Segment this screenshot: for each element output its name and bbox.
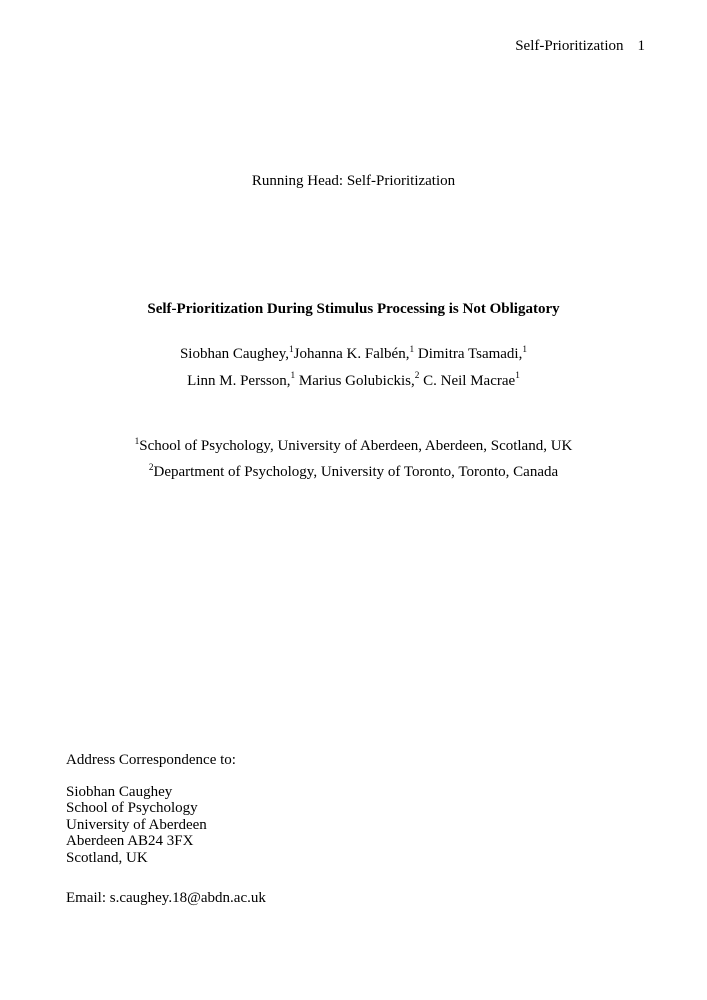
affiliation-text: School of Psychology, University of Aberdeen, Aberdeen, Scotland, UK: [139, 438, 573, 454]
author-list: [0, 341, 707, 394]
address-line: Siobhan Caughey: [66, 784, 173, 800]
header-page-number: 1: [637, 38, 645, 54]
affiliation-superscript: 1: [515, 371, 520, 382]
address-line: University of Aberdeen: [66, 816, 207, 833]
author-name: C. Neil Macrae: [419, 372, 516, 389]
correspondence-email: Email: s.caughey.18@abdn.ac.uk: [66, 890, 266, 906]
author-name: Marius Golubickis,: [295, 372, 415, 389]
correspondence-address: [66, 784, 207, 866]
affiliation-superscript: 2: [414, 371, 420, 382]
affiliation-list: [0, 433, 707, 485]
correspondence-heading: Address Correspondence to:: [66, 752, 236, 768]
author-line-2: [0, 368, 707, 395]
address-line: Scotland, UK: [66, 849, 148, 866]
affiliation-1: [0, 433, 707, 459]
affiliation-superscript: 2: [148, 462, 154, 473]
affiliation-text: Department of Psychology, University of Toronto, Toronto, Canada: [153, 464, 559, 480]
author-name: Johanna K. Falbén,: [293, 346, 410, 362]
affiliation-superscript: 1: [290, 371, 296, 382]
author-name: Linn M. Persson,: [187, 372, 291, 389]
affiliation-superscript: 1: [522, 344, 528, 355]
affiliation-superscript: 1: [134, 436, 140, 447]
affiliation-superscript: 1: [288, 344, 294, 355]
author-line-1: [0, 341, 707, 368]
running-head: Running Head: Self-Prioritization: [251, 173, 456, 189]
paper-title: Self-Prioritization During Stimulus Processing is Not Obligatory: [147, 301, 560, 317]
address-line: Aberdeen AB24 3FX: [66, 833, 194, 850]
author-name: Siobhan Caughey,: [179, 346, 289, 362]
header-short-title: Self-Prioritization: [515, 38, 624, 54]
affiliation-superscript: 1: [409, 344, 415, 355]
affiliation-2: [0, 459, 707, 485]
page-header: [515, 38, 645, 55]
address-line: School of Psychology: [66, 800, 198, 817]
author-name: Dimitra Tsamadi,: [414, 346, 523, 362]
